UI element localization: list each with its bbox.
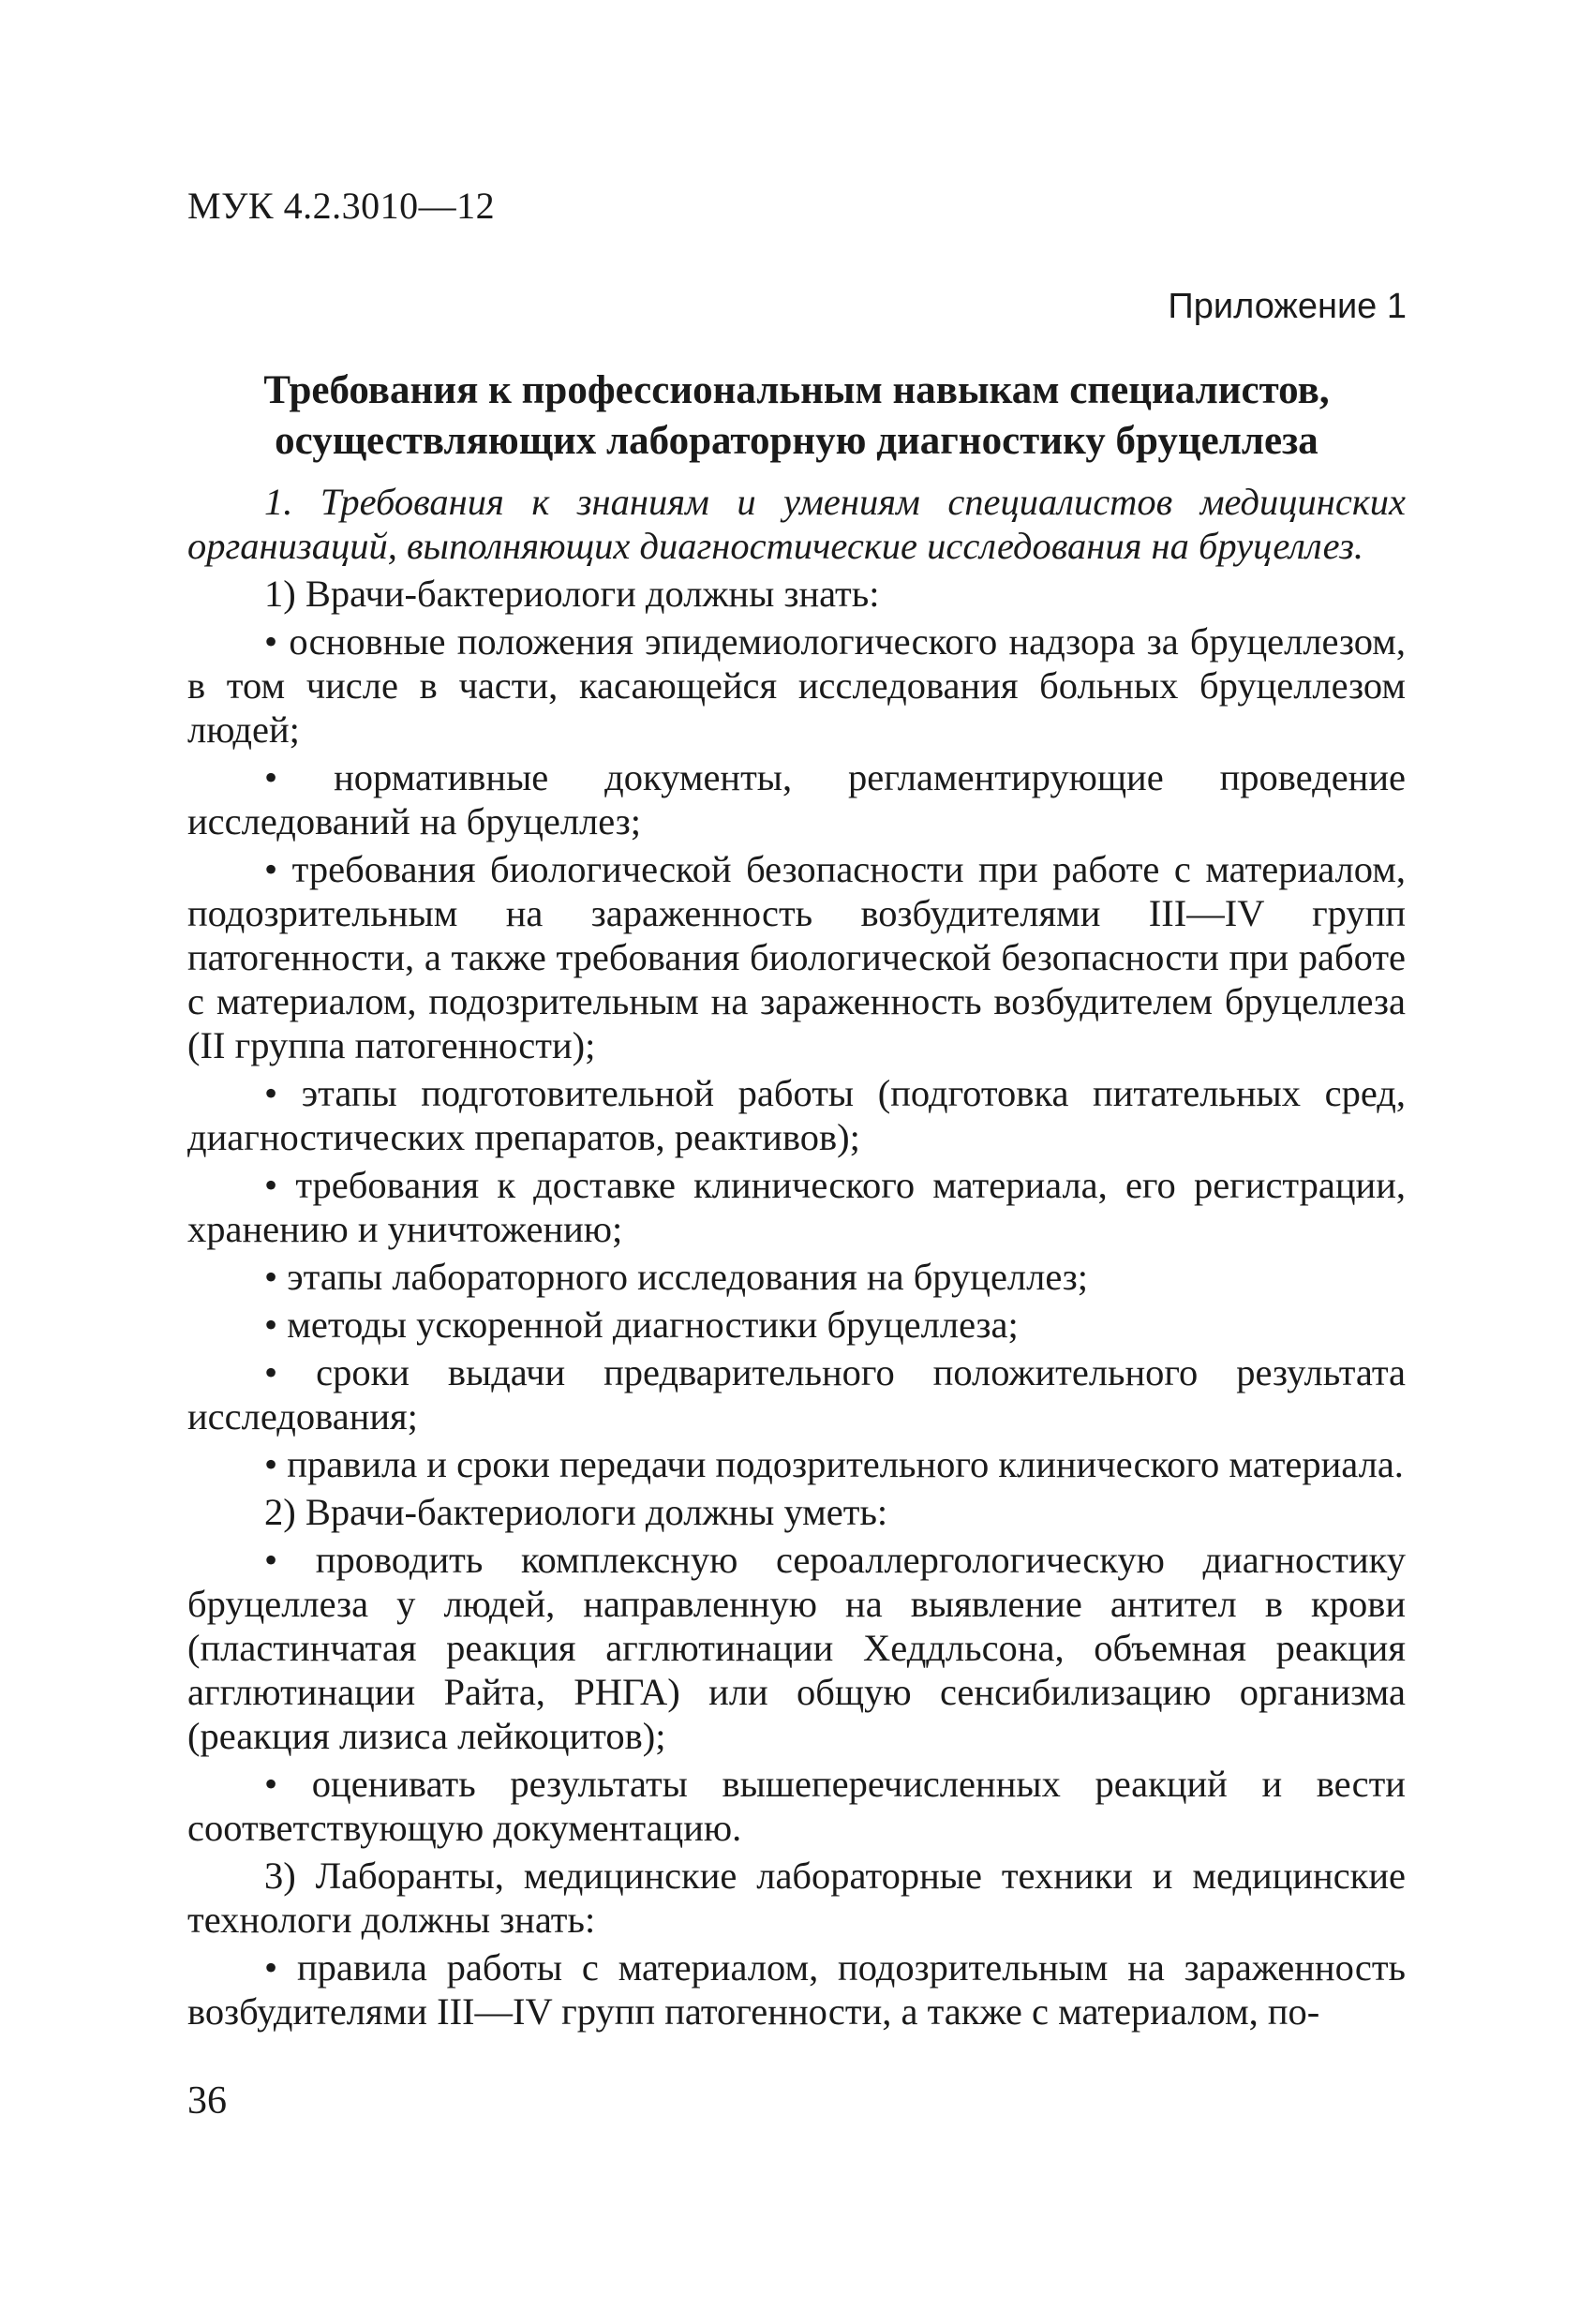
subsection-heading-doctors-know: 1) Врачи-бактериологи должны знать: xyxy=(264,573,880,615)
bullet-item: • требования биологической безопасности при работе с материалом, подозрительным на зараженность возбудителями III—IV групп патогенности, а также требования биологической безопасности при работе с материалом, подозрительным на зараженность возбудителем бруцеллеза (II группа патогенности); xyxy=(187,848,1406,1066)
bullet-item: • требования к доставке клинического материала, его регистрации, хранению и уничтожению; xyxy=(187,1164,1406,1250)
bullet-item: • оценивать результаты вышеперечисленных реакций и вести соответствующую документацию. xyxy=(187,1763,1406,1849)
document-code: МУК 4.2.3010—12 xyxy=(187,185,496,227)
bullet-item: • нормативные документы, регламентирующие проведение исследований на бруцеллез; xyxy=(187,756,1406,842)
bullet-item: • сроки выдачи предварительного положительного результата исследования; xyxy=(187,1351,1406,1438)
intro-paragraph: 1. Требования к знаниям и умениям специалистов медицинских организаций, выполняющих диагностические исследования на бруцеллез. xyxy=(187,481,1406,567)
subsection-heading-lab-staff-know: 3) Лаборанты, медицинские лабораторные техники и медицинские технологи должны знать: xyxy=(187,1855,1406,1941)
bullet-item: • правила работы с материалом, подозрительным на зараженность возбудителями III—IV групп патогенности, а также с материалом, по- xyxy=(187,1946,1406,2033)
bullet-item: • основные положения эпидемиологического надзора за бруцеллезом, в том числе в части, касающейся исследования больных бруцеллезом людей; xyxy=(187,620,1406,751)
section-title xyxy=(187,365,1406,467)
bullet-item: • этапы лабораторного исследования на бруцеллез; xyxy=(264,1256,1089,1298)
bullet-item: • правила и сроки передачи подозрительного клинического материала. xyxy=(264,1443,1404,1485)
subsection-heading-doctors-able: 2) Врачи-бактериологи должны уметь: xyxy=(264,1491,888,1533)
bullet-item: • проводить комплексную сероаллергологическую диагностику бруцеллеза у людей, направленную на выявление антител в крови (пластинчатая реакция агглютинации Хеддльсона, объемная реакция агглютинации Райта, РНГА) или общую сенсибилизацию организма (реакция лизиса лейкоцитов); xyxy=(187,1539,1406,1757)
appendix-label: Приложение 1 xyxy=(1168,287,1407,326)
bullet-item: • методы ускоренной диагностики бруцеллеза; xyxy=(264,1304,1019,1346)
page-number: 36 xyxy=(187,2079,227,2123)
title-line-1: Требования к профессиональным навыкам специалистов, xyxy=(263,368,1330,412)
body-text xyxy=(187,480,1406,2037)
title-line-2: осуществляющих лабораторную диагностику бруцеллеза xyxy=(275,419,1318,463)
bullet-item: • этапы подготовительной работы (подготовка питательных сред, диагностических препаратов, реактивов); xyxy=(187,1072,1406,1158)
